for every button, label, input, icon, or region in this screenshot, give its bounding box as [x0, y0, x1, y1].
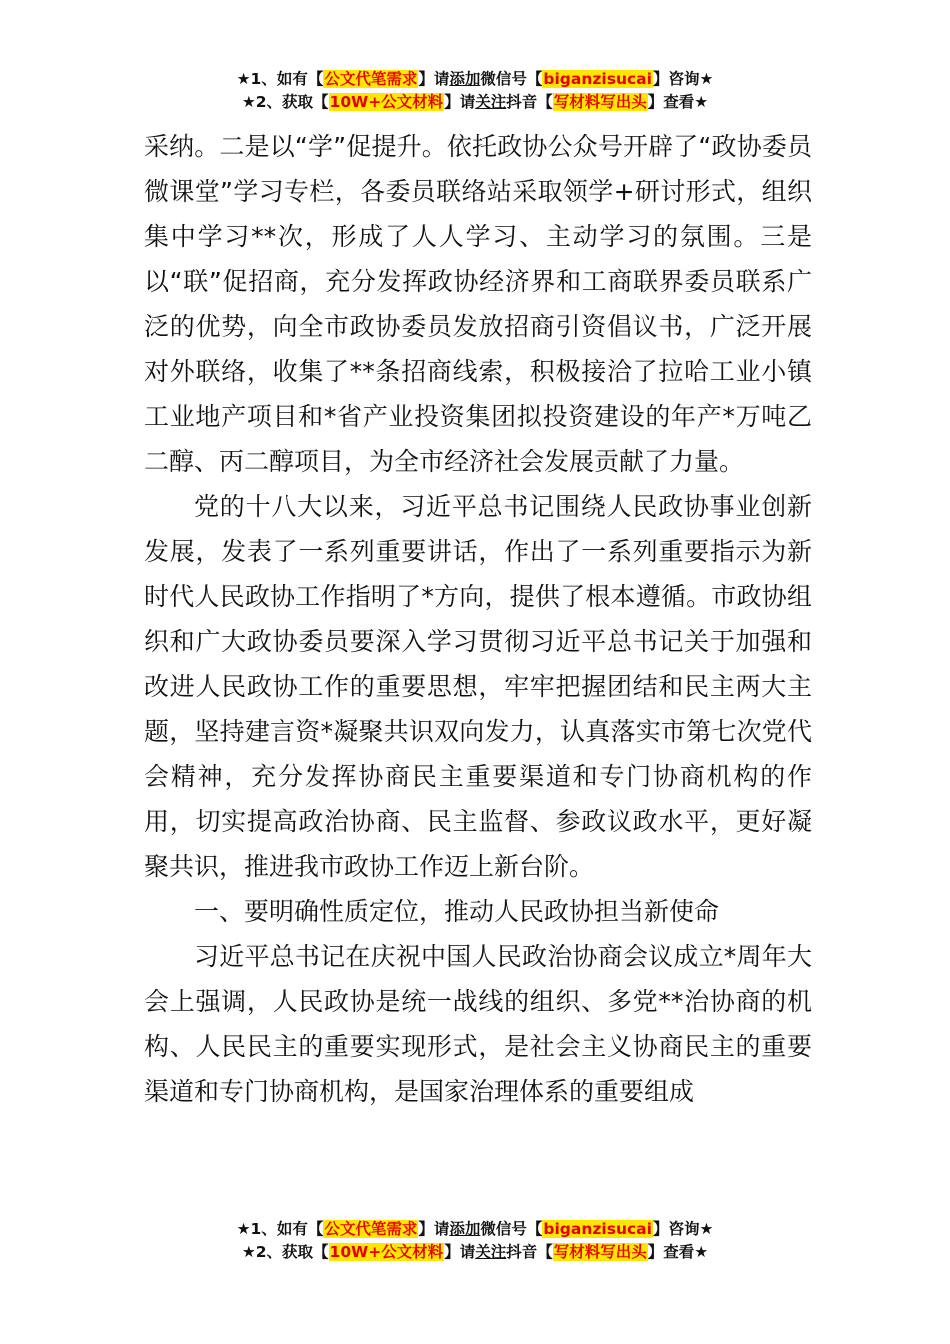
- highlight-writing-service: 公文代笔需求: [324, 70, 418, 88]
- paragraph-continued: 采纳。二是以“学”促提升。依托政协公众号开辟了“政协委员微课堂”学习专栏，各委员联络站采取领学+研讨形式，组织集中学习**次，形成了人人学习、主动学习的氛围。三是以“联”促招商，充分发挥政协经济界和工商联界委员联系广泛的优势，向全市政协委员发放招商引资倡议书，广泛开展对外联络，收集了**条招商线索，积极接洽了拉哈工业小镇工业地产项目和*省产业投资集团拟投资建设的年产*万吨乙二醇、丙二醇项目，为全市经济社会发展贡献了力量。: [144, 132, 812, 476]
- paragraph: 习近平总书记在庆祝中国人民政治协商会议成立*周年大会上强调，人民政协是统一战线的组织、多党**治协商的机构、人民民主的重要实现形式，是社会主义协商民主的重要渠道和专门协商机构，是国家治理体系的重要组成: [144, 942, 812, 1106]
- banner-line-2: ★2、获取【10W+公文材料】请关注抖音【写材料写出头】查看★: [241, 1243, 709, 1261]
- paragraph: 党的十八大以来，习近平总书记围绕人民政协事业创新发展，发表了一系列重要讲话，作出了一系列重要指示为新时代人民政协工作指明了*方向，提供了根本遵循。市政协组织和广大政协委员要深入学习贯彻习近平总书记关于加强和改进人民政协工作的重要思想，牢牢把握团结和民主两大主题，坚持建言资*凝聚共识双向发力，认真落实市第七次党代会精神，充分发挥协商民主重要渠道和专门协商机构的作用，切实提高政治协商、民主监督、参政议政水平，更好凝聚共识，推进我市政协工作迈上新台阶。: [144, 492, 812, 881]
- highlight-writing-service: 公文代笔需求: [324, 1220, 418, 1238]
- highlight-wechat-id: biganzisucai: [543, 70, 652, 88]
- section-heading: 一、要明确性质定位，推动人民政协担当新使命: [194, 897, 720, 926]
- banner-line-2: ★2、获取【10W+公文材料】请关注抖音【写材料写出头】查看★: [241, 93, 709, 111]
- highlight-materials: 10W+公文材料: [329, 93, 444, 111]
- highlight-materials: 10W+公文材料: [329, 1243, 444, 1261]
- highlight-wechat-id: biganzisucai: [543, 1220, 652, 1238]
- highlight-douyin-account: 写材料写出头: [553, 1243, 647, 1261]
- footer-banner: [0, 1218, 950, 1264]
- banner-line-1: ★1、如有【公文代笔需求】请添加微信号【biganzisucai】咨询★: [236, 1220, 714, 1238]
- banner-line-1: ★1、如有【公文代笔需求】请添加微信号【biganzisucai】咨询★: [236, 70, 714, 88]
- highlight-douyin-account: 写材料写出头: [553, 93, 647, 111]
- header-banner: [0, 68, 950, 114]
- document-body: [144, 124, 812, 1114]
